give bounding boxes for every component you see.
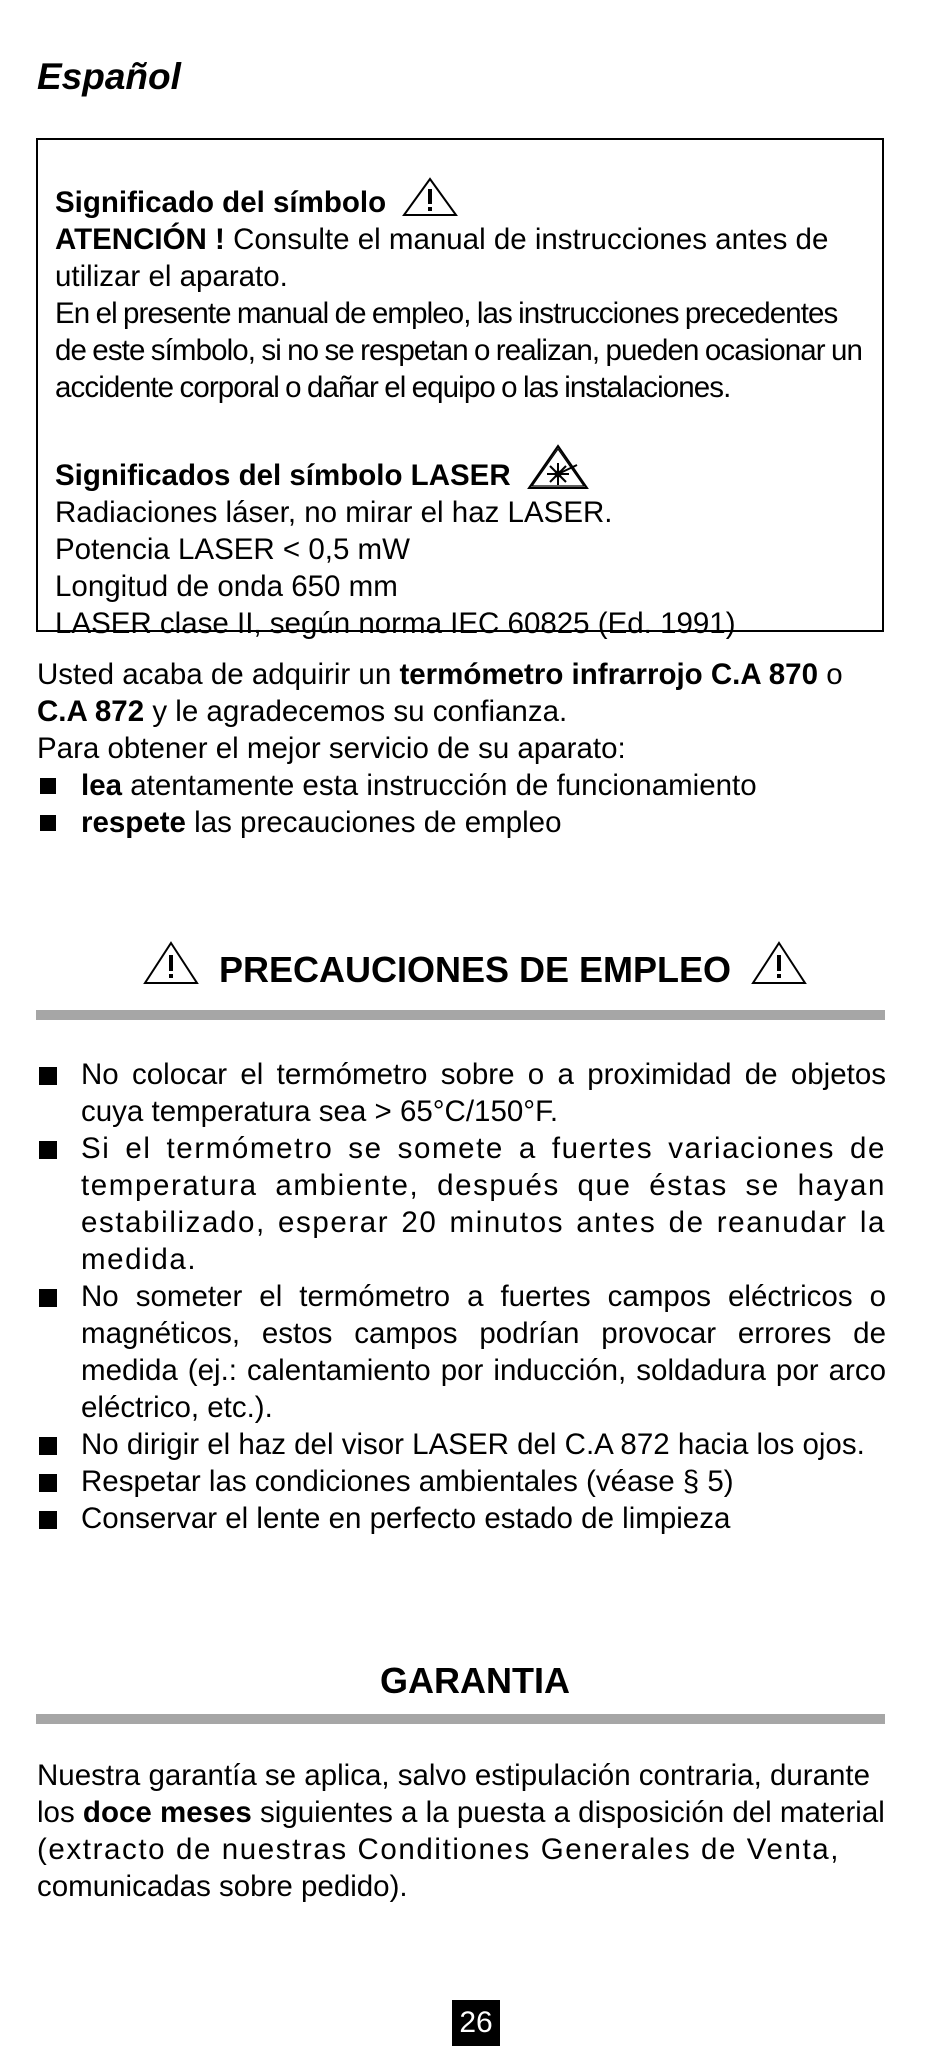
precaution-text: No someter el termómetro a fuertes campos eléctricos o magnéticos, estos campos podrían provocar errores de medida (ej.: calentamiento por inducción, soldadura por arco eléctrico, etc.). xyxy=(81,1280,886,1424)
precautions-heading xyxy=(0,940,950,991)
precautions-list xyxy=(37,1056,886,1537)
bullet-keyword: lea xyxy=(81,769,123,802)
precautions-title: PRECAUCIONES DE EMPLEO xyxy=(218,949,732,990)
intro-bullet-list xyxy=(37,767,887,841)
bullet-keyword: respete xyxy=(81,806,186,839)
intro-product-872: C.A 872 xyxy=(37,695,145,728)
list-item xyxy=(37,1278,886,1426)
intro-paragraph xyxy=(37,656,887,730)
warranty-paragraph xyxy=(37,1757,886,1905)
bullet-text: atentamente esta instrucción de funcionamiento xyxy=(122,769,757,802)
warranty-text-c: siguientes a la puesta a disposición del material xyxy=(251,1796,885,1829)
warning-triangle-icon xyxy=(402,176,458,218)
attention-paragraph xyxy=(55,221,866,295)
intro-text-a: Usted acaba de adquirir un xyxy=(37,658,400,691)
square-bullet-icon xyxy=(39,1289,57,1307)
warning-symbol-line xyxy=(55,176,866,221)
warning-triangle-icon xyxy=(751,940,807,986)
precaution-text: Si el termómetro se somete a fuertes variaciones de temperatura ambiente, después que éstas se hayan estabilizado, esperar 20 minutos antes de reanudar la medida. xyxy=(81,1132,886,1276)
page-number: 26 xyxy=(452,2000,500,2046)
laser-line-1: Radiaciones láser, no mirar el haz LASER. xyxy=(55,496,613,529)
language-heading: Español xyxy=(37,56,181,97)
list-item xyxy=(37,1500,886,1537)
list-item xyxy=(37,1130,886,1278)
list-item xyxy=(37,1463,886,1500)
warranty-text-e: comunicadas sobre pedido). xyxy=(37,1870,408,1903)
precaution-text: No dirigir el haz del visor LASER del C.A 872 hacia los ojos. xyxy=(81,1428,865,1461)
warranty-duration: doce meses xyxy=(82,1796,252,1829)
laser-symbol-line xyxy=(55,443,866,494)
list-item xyxy=(37,767,887,804)
symbol-info-box xyxy=(36,138,884,640)
warranty-text-d: (extracto de nuestras Conditiones Generales de Venta, xyxy=(37,1833,841,1866)
laser-symbol-title: Significados del símbolo LASER xyxy=(55,459,511,492)
intro-paragraph-2: Para obtener el mejor servicio de su aparato: xyxy=(37,732,626,765)
attention-label: ATENCIÓN ! xyxy=(55,223,225,256)
section-divider xyxy=(36,1714,885,1724)
warranty-text-a: Nuestra garantía se aplica, salvo estipulación contraria, durante los xyxy=(37,1759,871,1829)
precaution-text: No colocar el termómetro sobre o a proximidad de objetos cuya temperatura sea > 65°C/150°F. xyxy=(81,1058,886,1128)
square-bullet-icon xyxy=(39,1141,57,1159)
attention-text: Consulte el manual de instrucciones antes de utilizar el aparato. xyxy=(55,223,829,293)
square-bullet-icon xyxy=(40,815,56,831)
square-bullet-icon xyxy=(39,1511,57,1529)
intro-product-870: termómetro infrarrojo C.A 870 xyxy=(399,658,818,691)
laser-line-2: Potencia LASER < 0,5 mW xyxy=(55,533,410,566)
laser-line-4: LASER clase II, según norma IEC 60825 (Ed. 1991) xyxy=(55,607,736,640)
laser-warning-icon xyxy=(527,443,589,491)
list-item xyxy=(37,804,887,841)
square-bullet-icon xyxy=(39,1437,57,1455)
square-bullet-icon xyxy=(39,1474,57,1492)
section-divider xyxy=(36,1010,885,1020)
warning-triangle-icon xyxy=(143,940,199,986)
precaution-text: Conservar el lente en perfecto estado de limpieza xyxy=(81,1502,731,1535)
intro-section xyxy=(37,656,887,841)
precaution-text: Respetar las condiciones ambientales (véase § 5) xyxy=(81,1465,734,1498)
warranty-heading: GARANTIA xyxy=(380,1660,570,1701)
bullet-text: las precauciones de empleo xyxy=(185,806,562,839)
laser-line-3: Longitud de onda 650 mm xyxy=(55,570,398,603)
warning-symbol-title: Significado del símbolo xyxy=(55,186,387,219)
attention-detail: En el presente manual de empleo, las instrucciones precedentes de este símbolo, si no se respetan o realizan, pueden ocasionar un accidente corporal o dañar el equipo o las instalaciones. xyxy=(55,297,862,404)
list-item xyxy=(37,1056,886,1130)
square-bullet-icon xyxy=(39,1067,57,1085)
intro-text-e: y le agradecemos su confianza. xyxy=(144,695,568,728)
list-item xyxy=(37,1426,886,1463)
intro-text-c: o xyxy=(818,658,843,691)
square-bullet-icon xyxy=(40,778,56,794)
